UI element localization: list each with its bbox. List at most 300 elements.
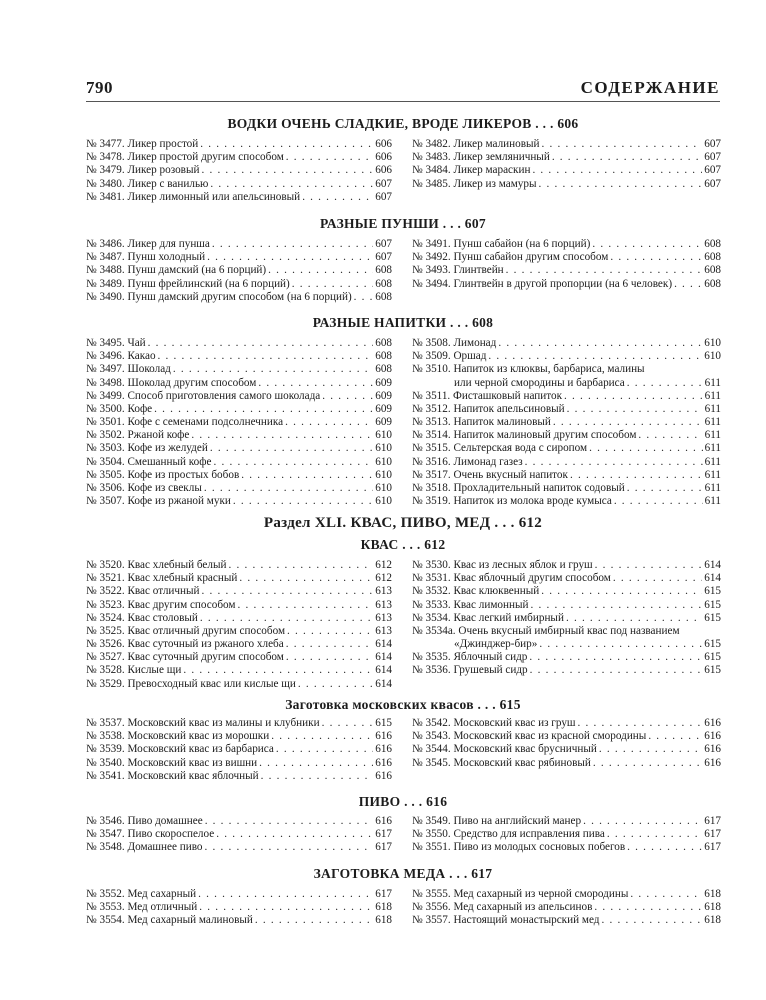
toc-entry-page: 614 <box>375 651 392 664</box>
toc-entry-page: 613 <box>375 611 392 624</box>
toc-entry-label: № 3556. Мед сахарный из апельсинов <box>412 901 593 914</box>
dot-leader <box>599 743 702 756</box>
dot-leader <box>205 815 374 828</box>
dot-leader <box>285 416 373 429</box>
dot-leader <box>292 278 373 291</box>
toc-entry-label: № 3482. Ликер малиновый <box>412 137 540 150</box>
toc-entry-page: 609 <box>375 389 392 402</box>
part-title-xli: Раздел XLI. КВАС, ПИВО, МЕД . . . 612 <box>263 515 543 531</box>
toc-entry-page: 615 <box>375 716 392 729</box>
toc-entry-page: 611 <box>704 468 721 481</box>
section-beer-left <box>86 815 392 855</box>
toc-entry <box>412 482 721 495</box>
toc-entry-page: 616 <box>704 730 721 743</box>
toc-entry-page: 615 <box>704 585 721 598</box>
dot-leader <box>271 730 373 743</box>
toc-entry-page: 608 <box>375 350 392 363</box>
dot-leader <box>201 164 373 177</box>
section-beer-right <box>412 815 721 855</box>
dot-leader <box>630 888 702 901</box>
toc-entry-continuation-label: «Джинджер-бир» <box>454 638 538 651</box>
toc-entry-page: 607 <box>704 137 721 150</box>
toc-entry <box>86 841 392 854</box>
dot-leader <box>322 717 374 730</box>
toc-entry-label: № 3525. Квас отличный другим способом <box>86 624 286 637</box>
toc-entry-page: 608 <box>375 277 392 290</box>
toc-entry <box>86 828 392 841</box>
toc-entry-label: № 3557. Настоящий монастырский мед <box>412 914 600 927</box>
toc-entry <box>86 914 392 927</box>
toc-entry-label: № 3506. Кофе из свеклы <box>86 482 202 495</box>
toc-entry-page: 615 <box>704 651 721 664</box>
section-liqueurs-left <box>86 138 392 204</box>
toc-entry-page: 608 <box>704 251 721 264</box>
toc-entry-label: № 3544. Московский квас брусничный <box>412 743 597 756</box>
dot-leader <box>210 442 373 455</box>
toc-entry-label: № 3545. Московский квас рябиновый <box>412 756 591 769</box>
dot-leader <box>592 238 702 251</box>
toc-entry-page: 617 <box>704 814 721 827</box>
toc-entry-label: № 3523. Квас другим способом <box>86 598 236 611</box>
toc-entry-label: № 3549. Пиво на английский манер <box>412 814 582 827</box>
toc-entry-label: № 3527. Квас суточный другим способом <box>86 651 284 664</box>
toc-entry-label: № 3534а. Очень вкусный имбирный квас под названием <box>412 624 680 637</box>
toc-entry <box>86 901 392 914</box>
toc-entry-page: 607 <box>375 177 392 190</box>
toc-entry-page: 610 <box>375 468 392 481</box>
toc-entry-label: № 3478. Ликер простой другим способом <box>86 151 284 164</box>
toc-entry-label: № 3555. Мед сахарный из черной смородины <box>412 887 629 900</box>
toc-entry-label: № 3520. Квас хлебный белый <box>86 558 227 571</box>
dot-leader <box>627 482 703 495</box>
dot-leader <box>276 743 373 756</box>
dot-leader <box>200 138 373 151</box>
dot-leader <box>204 482 373 495</box>
toc-entry-page: 610 <box>375 482 392 495</box>
toc-entry-label: № 3530. Квас из лесных яблок и груш <box>412 558 593 571</box>
toc-entry <box>86 416 392 429</box>
toc-entry-label: № 3477. Ликер простой <box>86 137 199 150</box>
dot-leader <box>529 651 702 664</box>
toc-entry <box>86 612 392 625</box>
toc-entry-page: 613 <box>375 598 392 611</box>
toc-entry <box>86 678 392 691</box>
dot-leader <box>614 495 703 508</box>
toc-entry <box>412 651 721 664</box>
dot-leader <box>541 585 702 598</box>
toc-entry <box>86 757 392 770</box>
dot-leader <box>525 456 703 469</box>
toc-entry-page: 610 <box>375 442 392 455</box>
toc-entry <box>412 585 721 598</box>
toc-entry-label: № 3501. Кофе с семенами подсолнечника <box>86 416 284 429</box>
toc-entry <box>86 599 392 612</box>
dot-leader <box>183 664 373 677</box>
toc-entry-continuation <box>412 638 721 651</box>
toc-entry <box>86 278 392 291</box>
toc-entry-page: 614 <box>375 638 392 651</box>
toc-entry <box>86 337 392 350</box>
dot-leader <box>213 456 373 469</box>
dot-leader <box>542 138 703 151</box>
toc-entry-label: № 3517. Очень вкусный напиток <box>412 468 568 481</box>
toc-entry-label: № 3490. Пунш дамский другим способом (на 6 порций) <box>86 290 352 303</box>
toc-entry-label: № 3493. Глинтвейн <box>412 264 504 277</box>
toc-entry <box>412 815 721 828</box>
toc-entry-page: 607 <box>375 251 392 264</box>
dot-leader <box>198 888 373 901</box>
toc-entry-page: 609 <box>375 402 392 415</box>
toc-entry-page: 606 <box>375 164 392 177</box>
section-drinks-left <box>86 337 392 508</box>
dot-leader <box>531 599 703 612</box>
toc-entry <box>86 730 392 743</box>
toc-entry <box>412 495 721 508</box>
toc-entry-label: № 3524. Квас столовый <box>86 611 198 624</box>
toc-entry-label: № 3507. Кофе из ржаной муки <box>86 495 231 508</box>
toc-entry-label: № 3495. Чай <box>86 336 146 349</box>
section-title-mead: ЗАГОТОВКА МЕДА . . . 617 <box>313 866 493 881</box>
toc-entry-label: № 3497. Шоколад <box>86 363 171 376</box>
toc-entry-page: 607 <box>704 164 721 177</box>
toc-entry <box>86 625 392 638</box>
dot-leader <box>233 495 373 508</box>
dot-leader <box>228 559 373 572</box>
section-title-kvass: КВАС . . . 612 <box>360 537 446 552</box>
toc-entry-page: 610 <box>375 455 392 468</box>
toc-entry <box>412 841 721 854</box>
toc-entry-label: № 3547. Пиво скороспелое <box>86 828 215 841</box>
section-moscow-kvass-left <box>86 717 392 783</box>
dot-leader <box>200 612 373 625</box>
toc-entry-page: 614 <box>375 677 392 690</box>
toc-entry <box>412 164 721 177</box>
toc-entry-label: № 3543. Московский квас из красной смородины <box>412 730 647 743</box>
toc-entry-page: 617 <box>375 828 392 841</box>
dot-leader <box>578 717 703 730</box>
toc-entry-page: 617 <box>375 841 392 854</box>
dot-leader <box>205 841 374 854</box>
toc-entry <box>412 178 721 191</box>
toc-entry-page: 616 <box>704 756 721 769</box>
toc-entry-page: 611 <box>704 402 721 415</box>
toc-entry <box>412 264 721 277</box>
dot-leader <box>259 757 373 770</box>
dot-leader <box>488 350 702 363</box>
toc-entry <box>412 901 721 914</box>
toc-entry-page: 616 <box>375 756 392 769</box>
toc-entry-page: 618 <box>704 901 721 914</box>
dot-leader <box>241 469 373 482</box>
section-title-drinks: РАЗНЫЕ НАПИТКИ . . . 608 <box>312 315 494 330</box>
toc-entry-page: 611 <box>704 482 721 495</box>
toc-entry-label: № 3511. Фисташковый напиток <box>412 389 563 402</box>
toc-entry-page: 610 <box>704 350 721 363</box>
toc-entry-page: 611 <box>704 495 721 508</box>
dot-leader <box>268 264 373 277</box>
toc-entry-page: 607 <box>375 190 392 203</box>
toc-entry-page: 615 <box>704 638 721 651</box>
toc-entry-label: № 3479. Ликер розовый <box>86 164 200 177</box>
toc-entry <box>86 429 392 442</box>
dot-leader <box>594 901 702 914</box>
toc-entry-continuation <box>412 377 721 390</box>
toc-entry-label: № 3502. Ржаной кофе <box>86 429 190 442</box>
toc-entry <box>412 612 721 625</box>
toc-entry <box>412 665 721 678</box>
toc-entry-label: № 3522. Квас отличный <box>86 585 200 598</box>
dot-leader <box>261 770 374 783</box>
header-rule <box>86 101 720 102</box>
dot-leader <box>610 251 702 264</box>
toc-entry-page: 607 <box>704 151 721 164</box>
toc-entry-page: 616 <box>375 814 392 827</box>
toc-entry <box>412 403 721 416</box>
dot-leader <box>570 469 703 482</box>
toc-entry-page: 610 <box>375 429 392 442</box>
toc-entry <box>86 770 392 783</box>
toc-entry <box>86 151 392 164</box>
dot-leader <box>553 416 703 429</box>
dot-leader <box>191 429 373 442</box>
dot-leader <box>286 638 374 651</box>
toc-entry-label: № 3551. Пиво из молодых сосновых побегов <box>412 841 626 854</box>
toc-entry-label: № 3503. Кофе из желудей <box>86 442 208 455</box>
toc-entry <box>86 638 392 651</box>
toc-entry <box>412 151 721 164</box>
toc-entry <box>86 888 392 901</box>
dot-leader <box>595 559 703 572</box>
toc-entry-page: 617 <box>704 841 721 854</box>
section-moscow-kvass-right <box>412 717 721 770</box>
section-title-beer: ПИВО . . . 616 <box>358 794 448 809</box>
dot-leader <box>498 337 702 350</box>
toc-entry-label: № 3538. Московский квас из морошки <box>86 730 270 743</box>
toc-entry-page: 611 <box>704 455 721 468</box>
dot-leader <box>216 828 373 841</box>
toc-entry-label: № 3483. Ликер земляничный <box>412 151 550 164</box>
toc-entry-page: 608 <box>375 290 392 303</box>
toc-entry <box>412 828 721 841</box>
toc-entry-page: 618 <box>704 887 721 900</box>
toc-entry-page: 611 <box>704 429 721 442</box>
toc-entry-label: № 3505. Кофе из простых бобов <box>86 468 240 481</box>
toc-entry <box>412 456 721 469</box>
toc-entry-label: № 3488. Пунш дамский (на 6 порций) <box>86 264 267 277</box>
toc-entry-page: 614 <box>704 572 721 585</box>
toc-entry-label: № 3536. Грушевый сидр <box>412 664 528 677</box>
toc-entry-page: 616 <box>375 730 392 743</box>
page-title: СОДЕРЖАНИЕ <box>580 78 720 97</box>
section-drinks-right <box>412 337 721 508</box>
dot-leader <box>354 291 374 304</box>
toc-entry-label: № 3548. Домашнее пиво <box>86 841 203 854</box>
toc-entry-label: № 3494. Глинтвейн в другой пропорции (на 6 человек) <box>412 277 673 290</box>
toc-entry-label: № 3499. Способ приготовления самого шоколада <box>86 389 321 402</box>
toc-entry-label: № 3508. Лимонад <box>412 336 497 349</box>
toc-entry-page: 606 <box>375 137 392 150</box>
toc-entry-label: № 3516. Лимонад газез <box>412 455 523 468</box>
toc-entry-page: 615 <box>704 611 721 624</box>
dot-leader <box>538 178 702 191</box>
toc-entry-page: 609 <box>375 376 392 389</box>
toc-entry-label: № 3504. Смешанный кофе <box>86 455 212 468</box>
toc-entry <box>412 278 721 291</box>
section-punches-right <box>412 238 721 291</box>
toc-entry <box>412 469 721 482</box>
toc-entry-label: № 3515. Сельтерская вода с сиропом <box>412 442 588 455</box>
toc-entry-page: 608 <box>375 336 392 349</box>
dot-leader <box>158 350 374 363</box>
toc-entry-page: 618 <box>375 914 392 927</box>
dot-leader <box>564 390 703 403</box>
dot-leader <box>287 625 373 638</box>
toc-entry <box>86 443 392 456</box>
toc-entry <box>86 456 392 469</box>
dot-leader <box>322 390 373 403</box>
toc-entry-label: № 3492. Пунш сабайон другим способом <box>412 251 609 264</box>
toc-entry-page: 615 <box>704 664 721 677</box>
toc-entry-label: № 3487. Пунш холодный <box>86 251 206 264</box>
toc-entry-page: 615 <box>704 598 721 611</box>
dot-leader <box>593 757 702 770</box>
section-title-liqueurs: ВОДКИ ОЧЕНЬ СЛАДКИЕ, ВРОДЕ ЛИКЕРОВ . . . 606 <box>227 116 579 131</box>
section-punches-left <box>86 238 392 304</box>
section-kvass-left <box>86 559 392 691</box>
section-title-moscow-kvass: Заготовка московских квасов . . . 615 <box>285 697 521 712</box>
toc-entry <box>86 743 392 756</box>
toc-entry <box>86 363 392 376</box>
dot-leader <box>173 363 373 376</box>
toc-entry <box>86 178 392 191</box>
toc-entry-page: 608 <box>704 277 721 290</box>
toc-entry <box>412 625 721 638</box>
dot-leader <box>674 278 702 291</box>
toc-entry <box>412 337 721 350</box>
toc-entry <box>86 482 392 495</box>
toc-entry-label: № 3486. Ликер для пунша <box>86 237 210 250</box>
toc-entry <box>86 559 392 572</box>
toc-entry <box>412 888 721 901</box>
dot-leader <box>627 377 703 390</box>
toc-entry <box>86 403 392 416</box>
dot-leader <box>255 914 373 927</box>
dot-leader <box>212 238 373 251</box>
toc-entry <box>86 469 392 482</box>
toc-entry <box>412 717 721 730</box>
dot-leader <box>154 403 373 416</box>
toc-entry <box>86 291 392 304</box>
toc-entry <box>86 238 392 251</box>
toc-entry-label: № 3498. Шоколад другим способом <box>86 376 257 389</box>
dot-leader <box>532 164 702 177</box>
toc-entry-page: 611 <box>704 389 721 402</box>
toc-entry <box>86 495 392 508</box>
toc-entry <box>412 238 721 251</box>
dot-leader <box>589 442 702 455</box>
toc-entry <box>412 363 721 376</box>
dot-leader <box>238 599 374 612</box>
section-mead-left <box>86 888 392 928</box>
toc-entry-label: № 3526. Квас суточный из ржаного хлеба <box>86 638 284 651</box>
toc-entry <box>412 743 721 756</box>
dot-leader <box>607 828 702 841</box>
toc-entry-label: № 3541. Московский квас яблочный <box>86 769 259 782</box>
toc-entry-label: № 3554. Мед сахарный малиновый <box>86 914 253 927</box>
dot-leader <box>601 914 702 927</box>
dot-leader <box>207 251 373 264</box>
toc-entry-label: № 3500. Кофе <box>86 402 153 415</box>
toc-entry-label: № 3540. Московский квас из вишни <box>86 756 258 769</box>
toc-entry-label: № 3481. Ликер лимонный или апельсиновый <box>86 190 301 203</box>
section-mead-right <box>412 888 721 928</box>
toc-entry <box>412 572 721 585</box>
toc-entry-page: 614 <box>704 558 721 571</box>
toc-entry-page: 608 <box>375 264 392 277</box>
toc-entry-label: № 3513. Напиток малиновый <box>412 416 551 429</box>
dot-leader <box>199 901 373 914</box>
toc-entry <box>86 251 392 264</box>
toc-entry-page: 618 <box>704 914 721 927</box>
dot-leader <box>566 612 702 625</box>
toc-entry-label: № 3535. Яблочный сидр <box>412 651 528 664</box>
toc-entry <box>412 251 721 264</box>
dot-leader <box>552 151 702 164</box>
toc-entry-label: № 3553. Мед отличный <box>86 901 198 914</box>
toc-entry-label: № 3537. Московский квас из малины и клубники <box>86 716 320 729</box>
toc-entry <box>86 264 392 277</box>
dot-leader <box>286 651 373 664</box>
toc-entry <box>412 559 721 572</box>
toc-entry-label: № 3484. Ликер мараскин <box>412 164 531 177</box>
toc-entry <box>412 390 721 403</box>
toc-entry-label: № 3546. Пиво домашнее <box>86 814 203 827</box>
toc-entry-page: 607 <box>375 237 392 250</box>
toc-entry-page: 608 <box>704 237 721 250</box>
dot-leader <box>298 678 373 691</box>
toc-entry <box>86 665 392 678</box>
toc-entry-label: № 3510. Напиток из клюквы, барбариса, малины <box>412 363 645 376</box>
toc-entry <box>412 730 721 743</box>
dot-leader <box>258 377 373 390</box>
dot-leader <box>286 151 373 164</box>
toc-entry-label: № 3491. Пунш сабайон (на 6 порций) <box>412 237 591 250</box>
toc-entry-label: № 3518. Прохладительный напиток содовый <box>412 482 625 495</box>
toc-entry <box>412 599 721 612</box>
toc-entry-label: № 3534. Квас легкий имбирный <box>412 611 564 624</box>
toc-entry-continuation-label: или черной смородины и барбариса <box>454 376 625 389</box>
dot-leader <box>638 429 702 442</box>
toc-entry <box>86 390 392 403</box>
toc-entry <box>86 651 392 664</box>
toc-entry <box>86 572 392 585</box>
dot-leader <box>302 191 373 204</box>
toc-entry-label: № 3514. Напиток малиновый другим способом <box>412 429 637 442</box>
toc-entry-page: 616 <box>375 743 392 756</box>
toc-entry <box>412 350 721 363</box>
toc-entry <box>86 350 392 363</box>
toc-entry-page: 612 <box>375 558 392 571</box>
toc-entry-page: 616 <box>704 743 721 756</box>
toc-entry <box>412 429 721 442</box>
toc-entry <box>412 416 721 429</box>
section-title-punches: РАЗНЫЕ ПУНШИ . . . 607 <box>320 216 486 231</box>
section-liqueurs-right <box>412 138 721 191</box>
toc-entry-label: № 3532. Квас клюквенный <box>412 585 540 598</box>
toc-entry <box>86 164 392 177</box>
toc-entry <box>86 377 392 390</box>
toc-entry-label: № 3533. Квас лимонный <box>412 598 529 611</box>
